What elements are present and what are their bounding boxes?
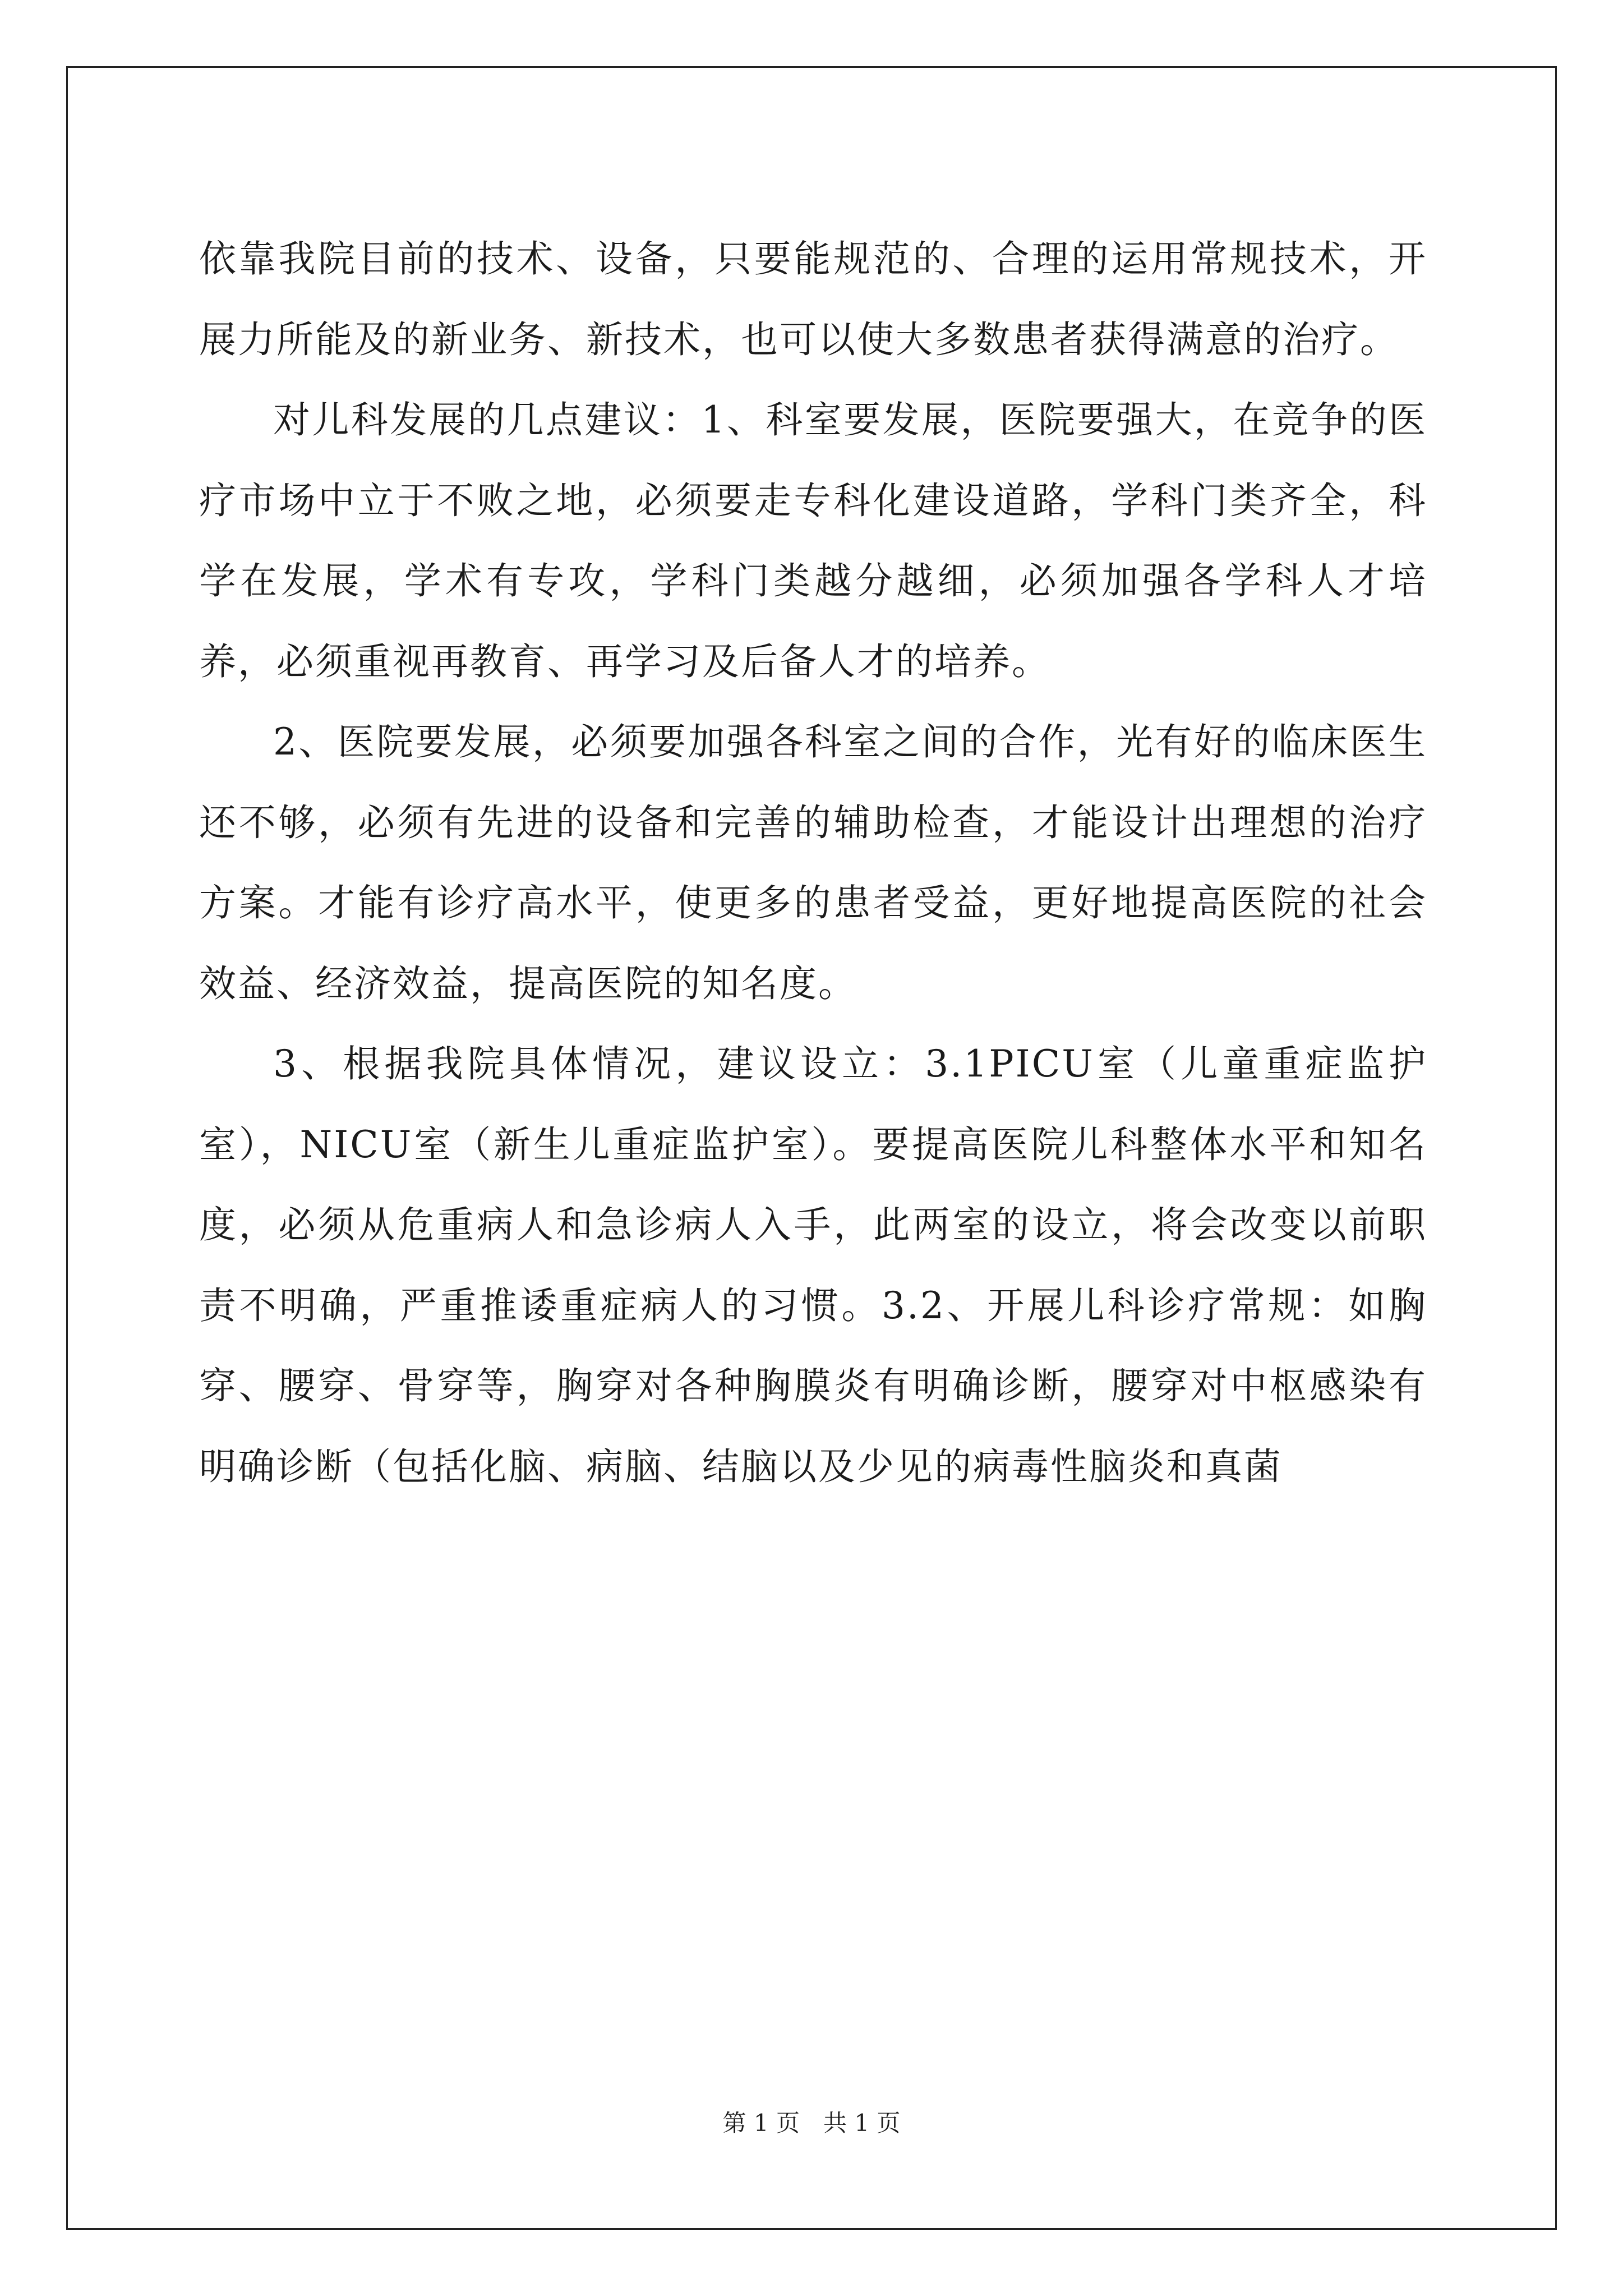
paragraph-1: 依靠我院目前的技术、设备，只要能规范的、合理的运用常规技术，开展力所能及的新业务、新技术，也可以使大多数患者获得满意的治疗。 (199, 237, 1427, 361)
page-number-footer: 第 1 页 共 1 页 (722, 2109, 901, 2137)
paragraph-3: 2、医院要发展，必须要加强各科室之间的合作，光有好的临床医生还不够，必须有先进的设备和完善的辅助检查，才能设计出理想的治疗方案。才能有诊疗高水平，使更多的患者受益，更好地提高医院的社会效益、经济效益，提高医院的知名度。 (199, 720, 1427, 1005)
paragraph-4: 3、根据我院具体情况，建议设立：3.1PICU室（儿童重症监护室），NICU室（新生儿重症监护室）。要提高医院儿科整体水平和知名度，必须从危重病人和急诊病人入手，此两室的设立，将会改变以前职责不明确，严重推诿重症病人的习惯。3.2、开展儿科诊疗常规：如胸穿、腰穿、骨穿等，胸穿对各种胸膜炎有明确诊断，腰穿对中枢感染有明确诊断（包括化脑、病脑、结脑以及少见的病毒性脑炎和真菌 (199, 1042, 1427, 1488)
paragraph-2: 对儿科发展的几点建议：1、科室要发展，医院要强大，在竞争的医疗市场中立于不败之地，必须要走专科化建设道路，学科门类齐全，科学在发展，学术有专攻，学科门类越分越细，必须加强各学科人才培养，必须重视再教育、再学习及后备人才的培养。 (199, 398, 1427, 683)
document-body (199, 219, 1427, 1507)
